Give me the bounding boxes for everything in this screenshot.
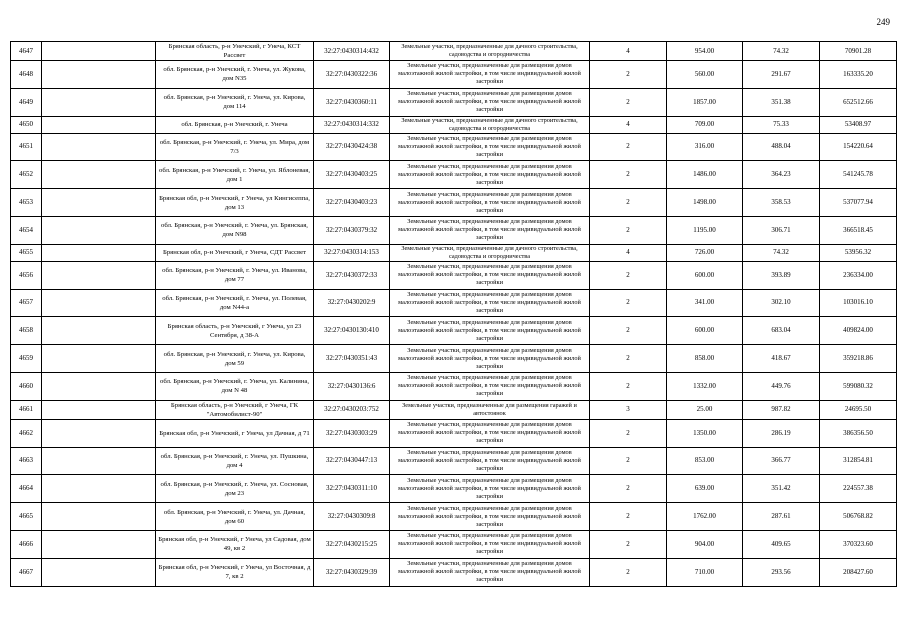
land-purpose-cell: Земельные участки, предназначенные для размещения гаражей и автостоянок [390,400,590,419]
land-purpose-cell: Земельные участки, предназначенные для размещения домов малоэтажной жилой застройки, в том числе индивидуальной жилой застройки [390,558,590,586]
land-purpose-cell: Земельные участки, предназначенные для размещения домов малоэтажной жилой застройки, в том числе индивидуальной жилой застройки [390,447,590,475]
blank-cell [42,189,156,217]
blank-cell [42,244,156,261]
row-number-cell: 4664 [11,475,42,503]
address-cell: обл. Брянская, р-н Унечский, г. Унеча, ул. Сосновая, дом 23 [156,475,314,503]
address-cell: Брянская обл, р-н Унечский, г Унеча, ул Дачная, д 71 [156,419,314,447]
category-cell: 4 [590,42,667,61]
land-purpose-cell: Земельные участки, предназначенные для дачного строительства, садоводства и огородничества [390,42,590,61]
category-cell: 2 [590,372,667,400]
cadastral-value-cell: 312854.81 [820,447,897,475]
unit-value-cell: 293.56 [743,558,820,586]
address-cell: обл. Брянская, р-н Унечский, г. Унеча, ул. Мира, дом 7/3 [156,133,314,161]
row-number-cell: 4665 [11,503,42,531]
unit-value-cell: 683.04 [743,317,820,345]
land-purpose-cell: Земельные участки, предназначенные для размещения домов малоэтажной жилой застройки, в том числе индивидуальной жилой застройки [390,475,590,503]
table-row [11,400,897,419]
unit-value-cell: 393.89 [743,261,820,289]
area-cell: 341.00 [667,289,743,317]
cadastral-number-cell: 32:27:0430314:432 [314,42,390,61]
category-cell: 2 [590,61,667,89]
blank-cell [42,289,156,317]
table-row [11,42,897,61]
row-number-cell: 4657 [11,289,42,317]
cadastral-number-cell: 32:27:0430351:43 [314,345,390,373]
address-cell: обл. Брянская, р-н Унечский, г. Унеча, ул. Яблоневая, дом 1 [156,161,314,189]
area-cell: 600.00 [667,261,743,289]
land-purpose-cell: Земельные участки, предназначенные для размещения домов малоэтажной жилой застройки, в том числе индивидуальной жилой застройки [390,530,590,558]
table-row [11,447,897,475]
blank-cell [42,216,156,244]
address-cell: обл. Брянская, р-н Унечский, г. Унеча, ул. Кирова, дом 59 [156,345,314,373]
area-cell: 858.00 [667,345,743,373]
table-row [11,116,897,133]
table-row [11,289,897,317]
blank-cell [42,419,156,447]
land-purpose-cell: Земельные участки, предназначенные для размещения домов малоэтажной жилой застройки, в том числе индивидуальной жилой застройки [390,133,590,161]
unit-value-cell: 286.19 [743,419,820,447]
page-number: 249 [876,17,890,27]
cadastral-value-cell: 652512.66 [820,88,897,116]
area-cell: 853.00 [667,447,743,475]
cadastral-value-cell: 208427.60 [820,558,897,586]
address-cell: обл. Брянская, р-н Унечский, г. Унеча, ул. Кирова, дом 114 [156,88,314,116]
area-cell: 25.00 [667,400,743,419]
land-purpose-cell: Земельные участки, предназначенные для размещения домов малоэтажной жилой застройки, в том числе индивидуальной жилой застройки [390,216,590,244]
cadastral-number-cell: 32:27:0430372:33 [314,261,390,289]
blank-cell [42,88,156,116]
registry-table-container [10,41,896,587]
row-number-cell: 4651 [11,133,42,161]
unit-value-cell: 351.42 [743,475,820,503]
area-cell: 709.00 [667,116,743,133]
category-cell: 4 [590,244,667,261]
category-cell: 2 [590,558,667,586]
row-number-cell: 4659 [11,345,42,373]
cadastral-number-cell: 32:27:0430322:36 [314,61,390,89]
category-cell: 2 [590,289,667,317]
cadastral-number-cell: 32:27:0430447:13 [314,447,390,475]
category-cell: 4 [590,116,667,133]
cadastral-value-cell: 24695.50 [820,400,897,419]
area-cell: 1498.00 [667,189,743,217]
blank-cell [42,447,156,475]
cadastral-value-cell: 599080.32 [820,372,897,400]
area-cell: 1762.00 [667,503,743,531]
area-cell: 1350.00 [667,419,743,447]
unit-value-cell: 409.65 [743,530,820,558]
area-cell: 600.00 [667,317,743,345]
category-cell: 2 [590,88,667,116]
row-number-cell: 4654 [11,216,42,244]
row-number-cell: 4661 [11,400,42,419]
unit-value-cell: 488.04 [743,133,820,161]
table-row [11,261,897,289]
area-cell: 904.00 [667,530,743,558]
cadastral-value-cell: 386356.50 [820,419,897,447]
land-purpose-cell: Земельные участки, предназначенные для размещения домов малоэтажной жилой застройки, в том числе индивидуальной жилой застройки [390,189,590,217]
address-cell: Брянская обл, р-н Унечский, г Унеча, СДТ Рассвет [156,244,314,261]
cadastral-number-cell: 32:27:0430202:9 [314,289,390,317]
area-cell: 726.00 [667,244,743,261]
land-purpose-cell: Земельные участки, предназначенные для размещения домов малоэтажной жилой застройки, в том числе индивидуальной жилой застройки [390,261,590,289]
cadastral-value-cell: 409824.00 [820,317,897,345]
address-cell: обл. Брянская, р-н Унечский, г. Унеча, ул. Жукова, дом N35 [156,61,314,89]
row-number-cell: 4647 [11,42,42,61]
category-cell: 2 [590,530,667,558]
row-number-cell: 4660 [11,372,42,400]
address-cell: Брянская область, р-н Унечский, г Унеча, ул 23 Сентября, д 38-А [156,317,314,345]
cadastral-value-cell: 359218.86 [820,345,897,373]
cadastral-value-cell: 53956.32 [820,244,897,261]
blank-cell [42,530,156,558]
area-cell: 1486.00 [667,161,743,189]
land-purpose-cell: Земельные участки, предназначенные для дачного строительства, садоводства и огородничества [390,244,590,261]
blank-cell [42,116,156,133]
cadastral-value-cell: 70901.28 [820,42,897,61]
row-number-cell: 4649 [11,88,42,116]
cadastral-number-cell: 32:27:0430130:410 [314,317,390,345]
row-number-cell: 4652 [11,161,42,189]
unit-value-cell: 418.67 [743,345,820,373]
blank-cell [42,558,156,586]
cadastral-number-cell: 32:27:0430403:25 [314,161,390,189]
cadastral-number-cell: 32:27:0430203:752 [314,400,390,419]
cadastral-number-cell: 32:27:0430215:25 [314,530,390,558]
category-cell: 2 [590,345,667,373]
row-number-cell: 4667 [11,558,42,586]
cadastral-value-cell: 53408.97 [820,116,897,133]
cadastral-number-cell: 32:27:0430360:11 [314,88,390,116]
land-purpose-cell: Земельные участки, предназначенные для размещения домов малоэтажной жилой застройки, в том числе индивидуальной жилой застройки [390,372,590,400]
row-number-cell: 4650 [11,116,42,133]
cadastral-number-cell: 32:27:0430311:10 [314,475,390,503]
area-cell: 1857.00 [667,88,743,116]
category-cell: 2 [590,216,667,244]
blank-cell [42,42,156,61]
land-purpose-cell: Земельные участки, предназначенные для размещения домов малоэтажной жилой застройки, в том числе индивидуальной жилой застройки [390,503,590,531]
blank-cell [42,133,156,161]
address-cell: обл. Брянская, р-н Унечский, г. Унеча, ул. Брянская, дом N98 [156,216,314,244]
unit-value-cell: 291.67 [743,61,820,89]
category-cell: 2 [590,503,667,531]
area-cell: 639.00 [667,475,743,503]
unit-value-cell: 306.71 [743,216,820,244]
category-cell: 2 [590,133,667,161]
row-number-cell: 4655 [11,244,42,261]
table-row [11,189,897,217]
category-cell: 2 [590,419,667,447]
table-row [11,372,897,400]
unit-value-cell: 366.77 [743,447,820,475]
area-cell: 1332.00 [667,372,743,400]
cadastral-number-cell: 32:27:0430303:29 [314,419,390,447]
unit-value-cell: 987.82 [743,400,820,419]
address-cell: Брянская обл, р-н Унечский, г Унеча, ул Восточная, д 7, кв 2 [156,558,314,586]
cadastral-number-cell: 32:27:0430136:6 [314,372,390,400]
unit-value-cell: 75.33 [743,116,820,133]
category-cell: 2 [590,189,667,217]
unit-value-cell: 358.53 [743,189,820,217]
land-purpose-cell: Земельные участки, предназначенные для размещения домов малоэтажной жилой застройки, в том числе индивидуальной жилой застройки [390,88,590,116]
table-row [11,503,897,531]
table-row [11,244,897,261]
unit-value-cell: 74.32 [743,244,820,261]
unit-value-cell: 302.10 [743,289,820,317]
category-cell: 2 [590,161,667,189]
table-row [11,558,897,586]
address-cell: обл. Брянская, р-н Унечский, г. Унеча [156,116,314,133]
address-cell: обл. Брянская, р-н Унечский, г. Унеча, ул. Полевая, дом N44-а [156,289,314,317]
land-purpose-cell: Земельные участки, предназначенные для размещения домов малоэтажной жилой застройки, в том числе индивидуальной жилой застройки [390,161,590,189]
unit-value-cell: 351.38 [743,88,820,116]
address-cell: обл. Брянская, р-н Унечский, г. Унеча, ул. Пушкина, дом 4 [156,447,314,475]
table-row [11,345,897,373]
address-cell: обл. Брянская, р-н Унечский, г. Унеча, ул. Калинина, дом N 48 [156,372,314,400]
table-row [11,419,897,447]
row-number-cell: 4653 [11,189,42,217]
land-purpose-cell: Земельные участки, предназначенные для размещения домов малоэтажной жилой застройки, в том числе индивидуальной жилой застройки [390,289,590,317]
row-number-cell: 4648 [11,61,42,89]
cadastral-value-cell: 506768.82 [820,503,897,531]
cadastral-value-cell: 537077.94 [820,189,897,217]
blank-cell [42,317,156,345]
area-cell: 1195.00 [667,216,743,244]
cadastral-value-cell: 103016.10 [820,289,897,317]
cadastral-number-cell: 32:27:0430379:32 [314,216,390,244]
address-cell: Брянская область, р-н Унечский, г Унеча, ГК "Автомобилист-90" [156,400,314,419]
table-row [11,88,897,116]
cadastral-value-cell: 236334.00 [820,261,897,289]
cadastral-number-cell: 32:27:0430403:23 [314,189,390,217]
row-number-cell: 4666 [11,530,42,558]
cadastral-value-cell: 366518.45 [820,216,897,244]
blank-cell [42,61,156,89]
area-cell: 710.00 [667,558,743,586]
cadastral-number-cell: 32:27:0430309:8 [314,503,390,531]
cadastral-number-cell: 32:27:0430314:153 [314,244,390,261]
cadastral-value-cell: 154220.64 [820,133,897,161]
land-registry-table [10,41,897,587]
blank-cell [42,503,156,531]
cadastral-number-cell: 32:27:0430329:39 [314,558,390,586]
area-cell: 560.00 [667,61,743,89]
address-cell: Брянская обл, р-н Унечский, г Унеча, ул Садовая, дом 49, кв 2 [156,530,314,558]
address-cell: обл. Брянская, р-н Унечский, г. Унеча, ул. Иванова, дом 77 [156,261,314,289]
blank-cell [42,261,156,289]
category-cell: 2 [590,317,667,345]
row-number-cell: 4658 [11,317,42,345]
cadastral-value-cell: 370323.60 [820,530,897,558]
unit-value-cell: 364.23 [743,161,820,189]
land-purpose-cell: Земельные участки, предназначенные для размещения домов малоэтажной жилой застройки, в том числе индивидуальной жилой застройки [390,345,590,373]
category-cell: 3 [590,400,667,419]
blank-cell [42,475,156,503]
table-row [11,317,897,345]
row-number-cell: 4662 [11,419,42,447]
unit-value-cell: 287.61 [743,503,820,531]
row-number-cell: 4663 [11,447,42,475]
table-row [11,161,897,189]
land-purpose-cell: Земельные участки, предназначенные для дачного строительства, садоводства и огородничества [390,116,590,133]
blank-cell [42,372,156,400]
address-cell: Брянская область, р-н Унечский, г Унеча, КСТ Рассвет [156,42,314,61]
row-number-cell: 4656 [11,261,42,289]
cadastral-number-cell: 32:27:0430314:332 [314,116,390,133]
area-cell: 954.00 [667,42,743,61]
unit-value-cell: 449.76 [743,372,820,400]
address-cell: Брянская обл, р-н Унечский, г Унеча, ул Кингисеппа, дом 13 [156,189,314,217]
cadastral-value-cell: 163335.20 [820,61,897,89]
cadastral-value-cell: 541245.78 [820,161,897,189]
cadastral-number-cell: 32:27:0430424:38 [314,133,390,161]
table-row [11,475,897,503]
address-cell: обл. Брянская, р-н Унечский, г. Унеча, ул. Дачная, дом 60 [156,503,314,531]
table-row [11,216,897,244]
blank-cell [42,345,156,373]
table-row [11,61,897,89]
category-cell: 2 [590,261,667,289]
land-purpose-cell: Земельные участки, предназначенные для размещения домов малоэтажной жилой застройки, в том числе индивидуальной жилой застройки [390,61,590,89]
land-purpose-cell: Земельные участки, предназначенные для размещения домов малоэтажной жилой застройки, в том числе индивидуальной жилой застройки [390,419,590,447]
registry-table-body [11,42,897,587]
area-cell: 316.00 [667,133,743,161]
cadastral-value-cell: 224557.38 [820,475,897,503]
table-row [11,133,897,161]
category-cell: 2 [590,447,667,475]
unit-value-cell: 74.32 [743,42,820,61]
table-row [11,530,897,558]
blank-cell [42,161,156,189]
blank-cell [42,400,156,419]
land-purpose-cell: Земельные участки, предназначенные для размещения домов малоэтажной жилой застройки, в том числе индивидуальной жилой застройки [390,317,590,345]
category-cell: 2 [590,475,667,503]
